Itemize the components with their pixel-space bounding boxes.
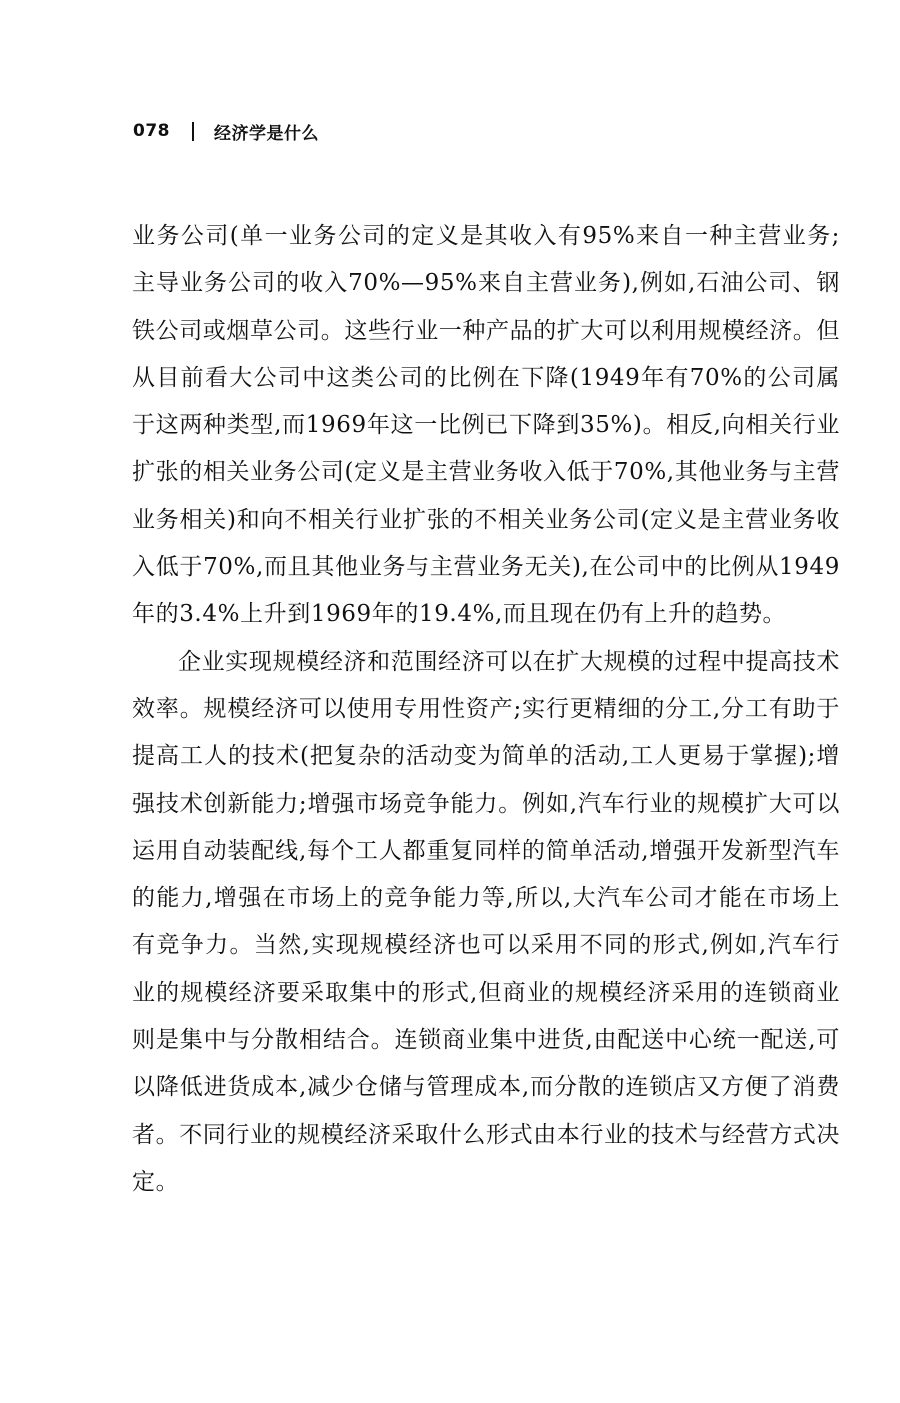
body-text (132, 213, 840, 1206)
page-number: 078 (133, 121, 170, 141)
paragraph: 企业实现规模经济和范围经济可以在扩大规模的过程中提高技术效率。规模经济可以使用专用性资产;实行更精细的分工,分工有助于提高工人的技术(把复杂的活动变为简单的活动,工人更易于掌握);增强技术创新能力;增强市场竞争能力。例如,汽车行业的规模扩大可以运用自动装配线,每个工人都重复同样的简单活动,增强开发新型汽车的能力,增强在市场上的竞争能力等,所以,大汽车公司才能在市场上有竞争力。当然,实现规模经济也可以采用不同的形式,例如,汽车行业的规模经济要采取集中的形式,但商业的规模经济采用的连锁商业则是集中与分散相结合。连锁商业集中进货,由配送中心统一配送,可以降低进货成本,减少仓储与管理成本,而分散的连锁店又方便了消费者。不同行业的规模经济采取什么形式由本行业的技术与经营方式决定。 (132, 648, 840, 1195)
running-header (133, 119, 319, 143)
book-title: 经济学是什么 (214, 123, 319, 144)
paragraph-continued: 业务公司(单一业务公司的定义是其收入有95%来自一种主营业务;主导业务公司的收入70%—95%来自主营业务),例如,石油公司、钢铁公司或烟草公司。这些行业一种产品的扩大可以利用规模经济。但从目前看大公司中这类公司的比例在下降(1949年有70%的公司属于这两种类型,而1969年这一比例已下降到35%)。相反,向相关行业扩张的相关业务公司(定义是主营业务收入低于70%,其他业务与主营业务相关)和向不相关行业扩张的不相关业务公司(定义是主营业务收入低于70%,而且其他业务与主营业务无关),在公司中的比例从1949年的3.4%上升到1969年的19.4%,而且现在仍有上升的趋势。 (132, 223, 840, 628)
header-divider (192, 122, 194, 141)
